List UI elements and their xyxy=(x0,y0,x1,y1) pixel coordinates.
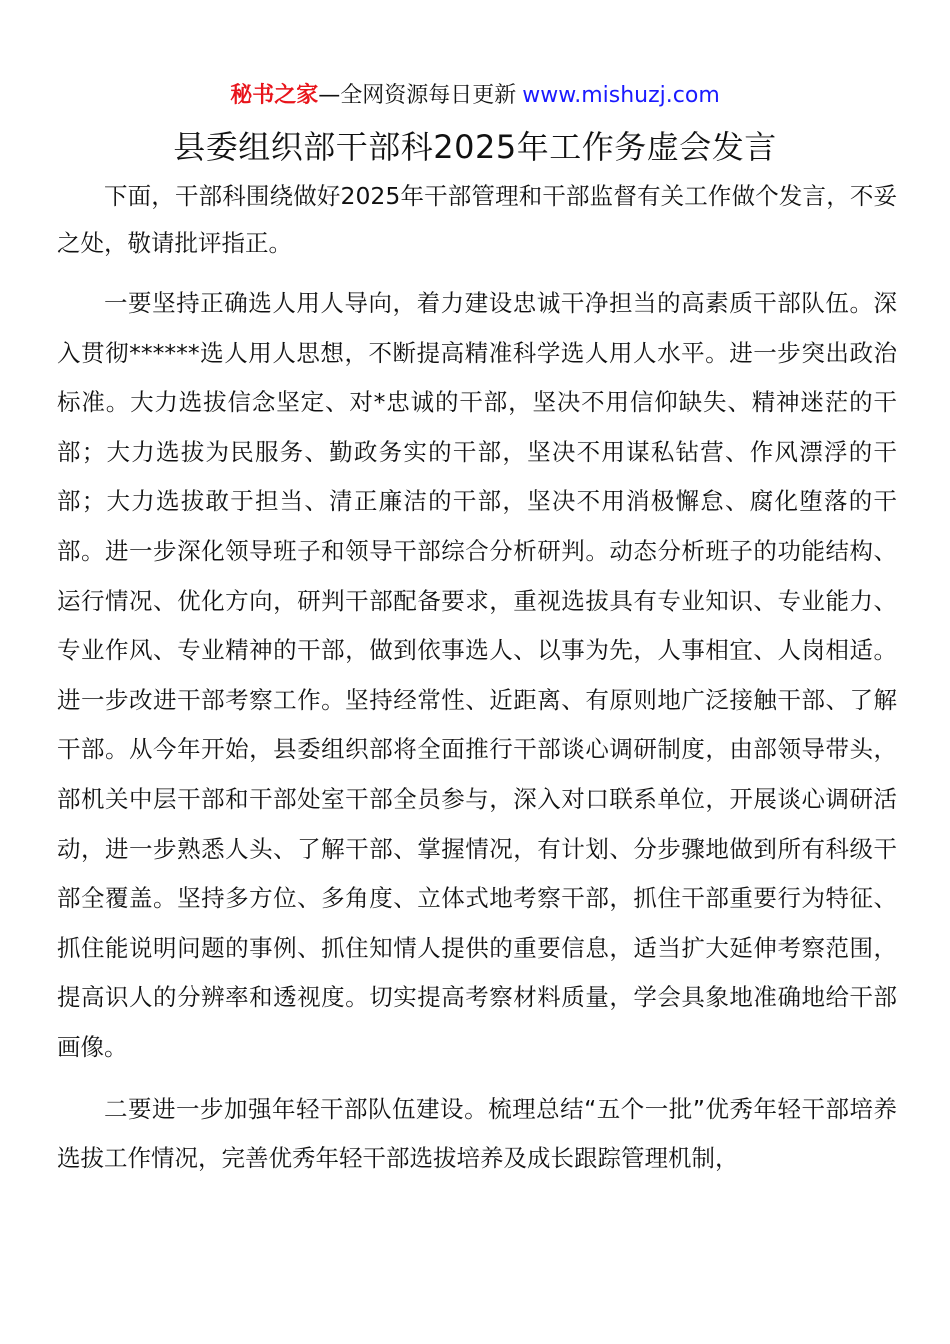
paragraph-intro: 下面，干部科围绕做好2025年干部管理和干部监督有关工作做个发言，不妥之处，敬请批评指正。 xyxy=(57,182,897,257)
paragraph-point-two: 二要进一步加强年轻干部队伍建设。梳理总结“五个一批”优秀年轻干部培养选拔工作情况，完善优秀年轻干部选拔培养及成长跟踪管理机制， xyxy=(57,1094,897,1173)
paragraph-point-one: 一要坚持正确选人用人导向，着力建设忠诚干净担当的高素质干部队伍。深入贯彻******选人用人思想，不断提高精准科学选人用人水平。进一步突出政治标准。大力选拔信念坚定、对*忠诚的干部，坚决不用信仰缺失、精神迷茫的干部；大力选拔为民服务、勤政务实的干部，坚决不用谋私钻营、作风漂浮的干部；大力选拔敢于担当、清正廉洁的干部，坚决不用消极懈怠、腐化堕落的干部。进一步深化领导班子和领导干部综合分析研判。动态分析班子的功能结构、运行情况、优化方向，研判干部配备要求，重视选拔具有专业知识、专业能力、专业作风、专业精神的干部，做到依事选人、以事为先，人事相宜、人岗相适。进一步改进干部考察工作。坚持经常性、近距离、有原则地广泛接触干部、了解干部。从今年开始，县委组织部将全面推行干部谈心调研制度，由部领导带头，部机关中层干部和干部处室干部全员参与，深入对口联系单位，开展谈心调研活动，进一步熟悉人头、了解干部、掌握情况，有计划、分步骤地做到所有科级干部全覆盖。坚持多方位、多角度、立体式地考察干部，抓住干部重要行为特征、抓住能说明问题的事例、抓住知情人提供的重要信息，适当扩大延伸考察范围，提高识人的分辨率和透视度。切实提高考察材料质量，学会具象地准确地给干部画像。 xyxy=(57,289,897,1061)
document-title: 县委组织部干部科2025年工作务虚会发言 xyxy=(173,128,777,166)
site-name: 秘书之家 xyxy=(230,83,319,108)
site-slogan: —全网资源每日更新 xyxy=(318,83,517,108)
document-body xyxy=(57,173,897,1196)
site-url-link[interactable]: www.mishuzj.com xyxy=(522,83,720,108)
site-header xyxy=(0,80,950,112)
